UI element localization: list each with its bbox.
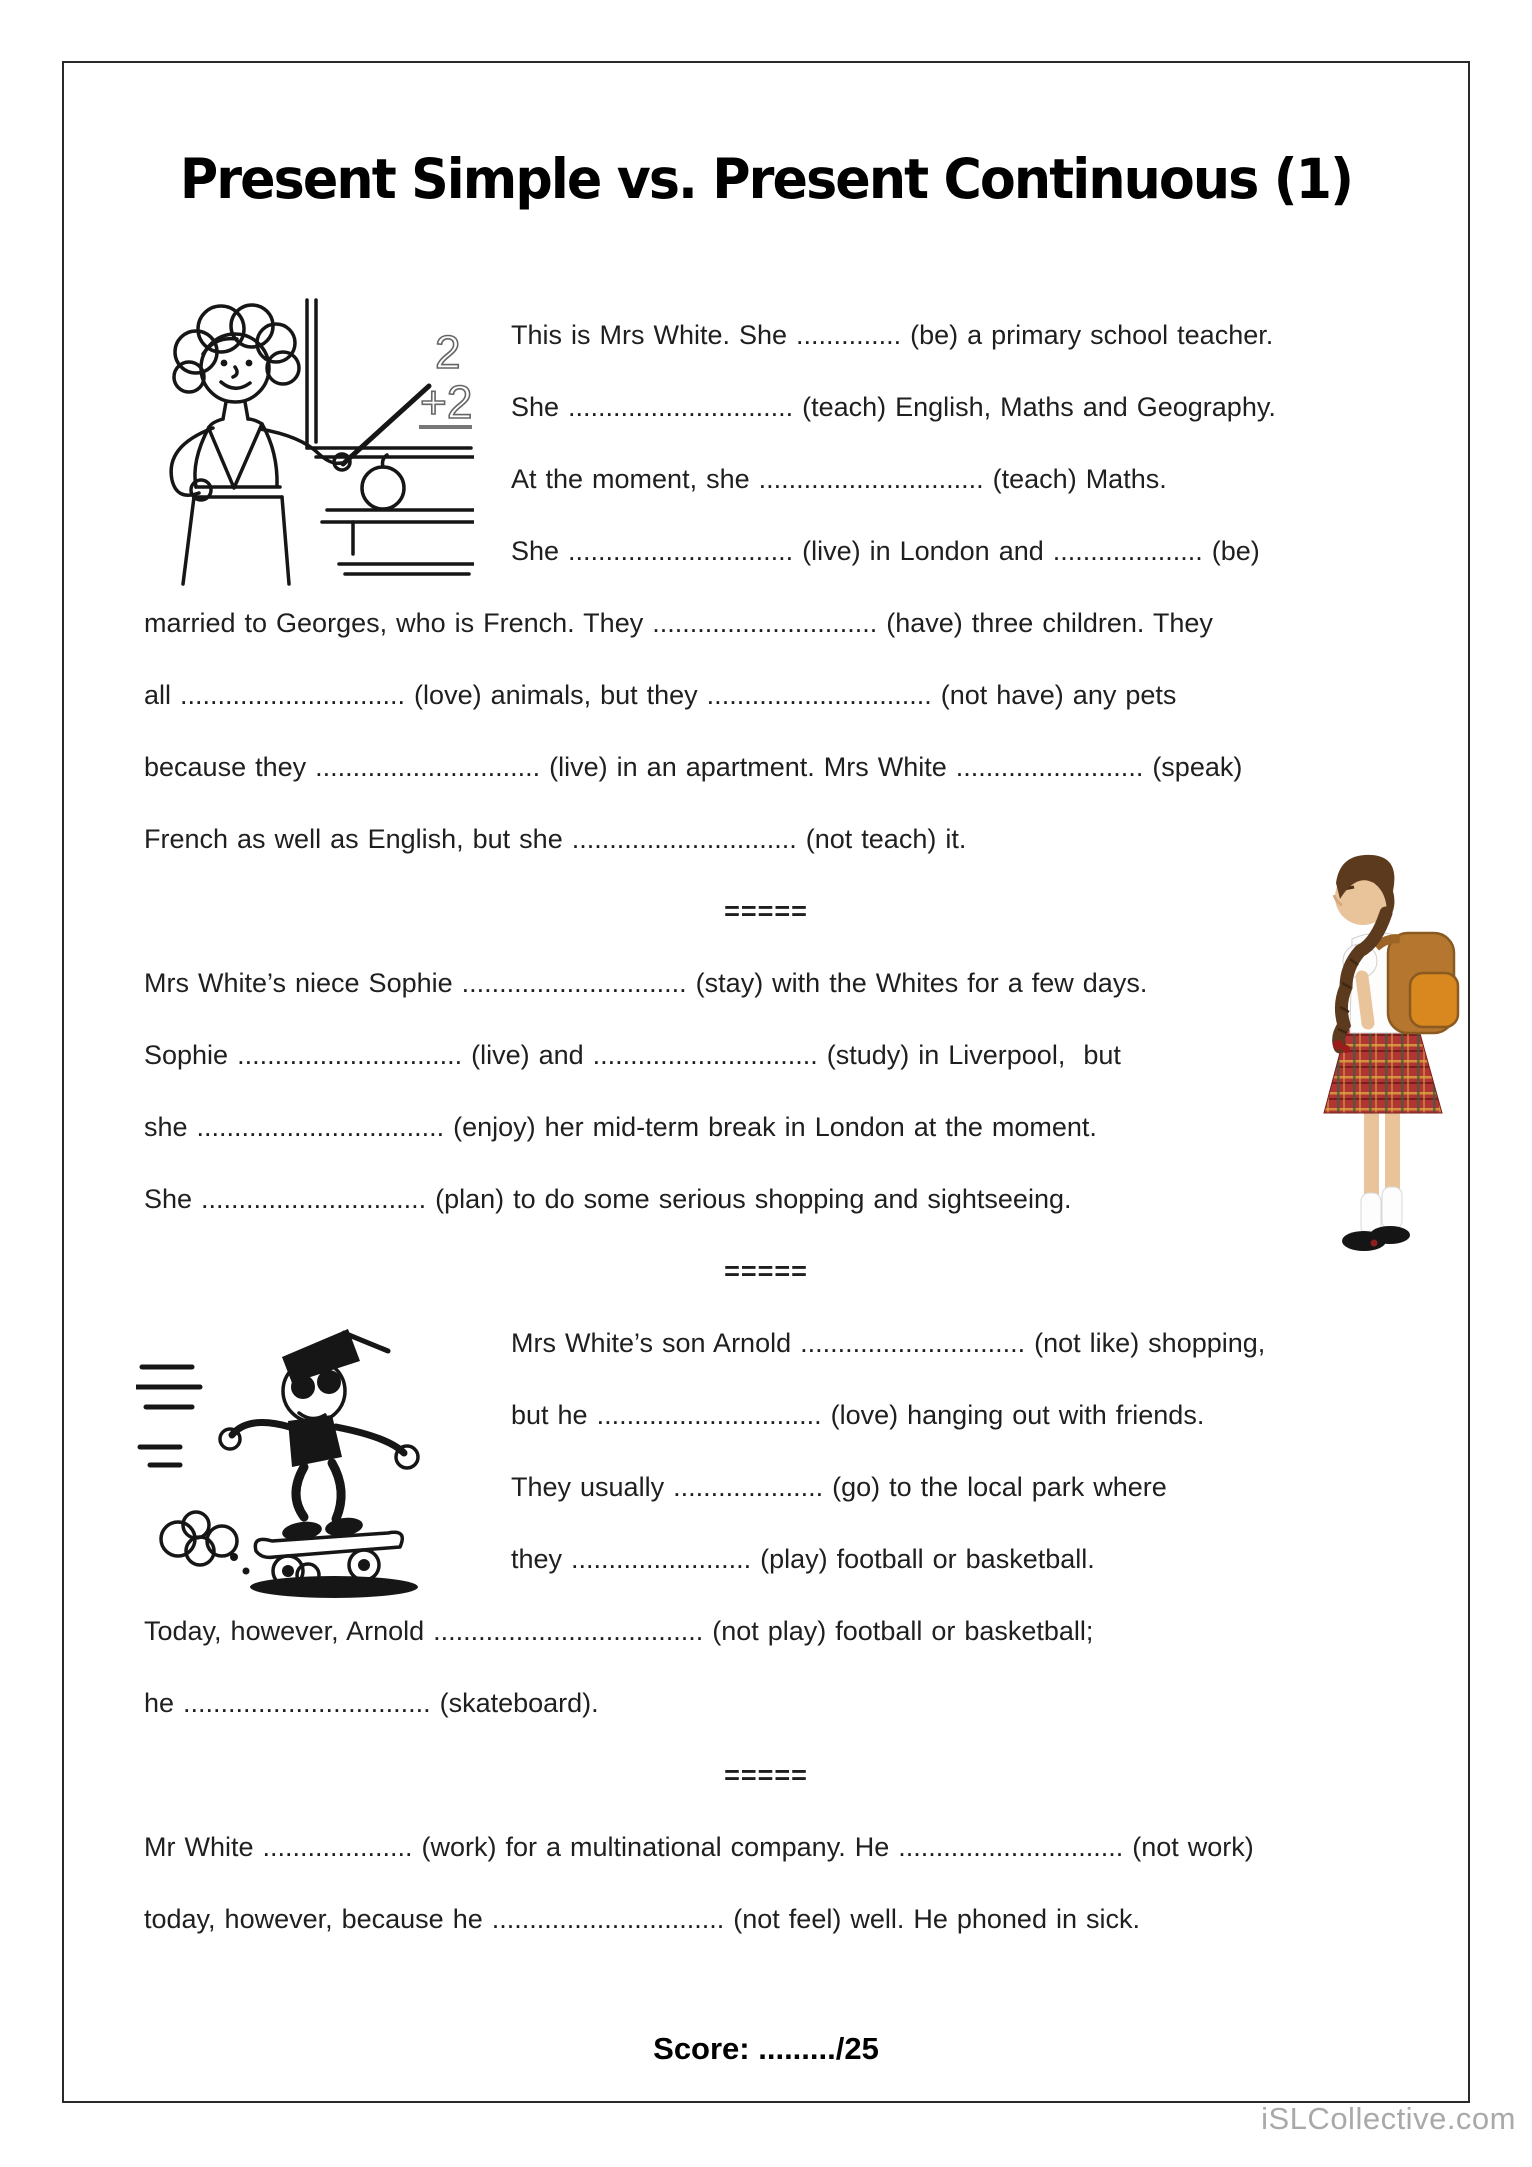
svg-text:2: 2 bbox=[435, 326, 461, 378]
worksheet-line: he ................................. (skateboard). bbox=[144, 1687, 599, 1718]
teacher-at-blackboard-illustration bbox=[139, 296, 474, 586]
worksheet-line: she ................................. (enjoy) her mid-term break in London at the moment. bbox=[144, 1111, 1097, 1142]
section-divider: ===== bbox=[724, 895, 808, 926]
schoolgirl-backpack-illustration bbox=[1316, 847, 1481, 1259]
worksheet-line: married to Georges, who is French. They .............................. (have) three children. They bbox=[144, 607, 1213, 638]
worksheet-line: At the moment, she .............................. (teach) Maths. bbox=[511, 463, 1167, 494]
worksheet-line: Today, however, Arnold .................................... (not play) football or basketball; bbox=[144, 1615, 1094, 1646]
skateboarder-illustration bbox=[136, 1295, 476, 1610]
worksheet-page bbox=[62, 61, 1470, 2103]
section-divider: ===== bbox=[724, 1255, 808, 1286]
worksheet-line: because they .............................. (live) in an apartment. Mrs White ......................... (speak) bbox=[144, 751, 1243, 782]
worksheet-line: they ........................ (play) football or basketball. bbox=[511, 1543, 1095, 1574]
worksheet-line: Mr White .................... (work) for a multinational company. He .............................. (not work) bbox=[144, 1831, 1254, 1862]
worksheet-line: all .............................. (love) animals, but they .............................. (not have) any pets bbox=[144, 679, 1177, 710]
worksheet-line: Mrs White’s son Arnold .............................. (not like) shopping, bbox=[511, 1327, 1266, 1358]
worksheet-line: today, however, because he ............................... (not feel) well. He phoned in sick. bbox=[144, 1903, 1140, 1934]
paragraph-1-indented bbox=[511, 299, 1396, 587]
paragraph-3-indented bbox=[511, 1307, 1396, 1595]
worksheet-line: They usually .................... (go) to the local park where bbox=[511, 1471, 1167, 1502]
worksheet-line: Sophie .............................. (live) and .............................. (study) in Liverpool, but bbox=[144, 1039, 1121, 1070]
paragraph-2 bbox=[144, 947, 1304, 1235]
paragraph-3-full bbox=[144, 1595, 1404, 1739]
worksheet-line: This is Mrs White. She .............. (be) a primary school teacher. bbox=[511, 319, 1274, 350]
paragraph-4 bbox=[144, 1811, 1404, 1955]
watermark: iSLCollective.com bbox=[1261, 2101, 1516, 2136]
paragraph-1-full bbox=[144, 587, 1404, 875]
worksheet-title: Present Simple vs. Present Continuous (1) bbox=[179, 147, 1353, 211]
section-divider: ===== bbox=[724, 1759, 808, 1790]
worksheet-line: She .............................. (plan) to do some serious shopping and sightseeing. bbox=[144, 1183, 1072, 1214]
worksheet-line: French as well as English, but she .............................. (not teach) it. bbox=[144, 823, 967, 854]
worksheet-line: Mrs White’s niece Sophie .............................. (stay) with the Whites for a few days. bbox=[144, 967, 1148, 998]
worksheet-line: She .............................. (teach) English, Maths and Geography. bbox=[511, 391, 1276, 422]
svg-text:+2: +2 bbox=[420, 376, 473, 428]
score-line: Score: ........./25 bbox=[653, 2031, 879, 2066]
worksheet-line: but he .............................. (love) hanging out with friends. bbox=[511, 1399, 1205, 1430]
worksheet-line: She .............................. (live) in London and .................... (be) bbox=[511, 535, 1260, 566]
